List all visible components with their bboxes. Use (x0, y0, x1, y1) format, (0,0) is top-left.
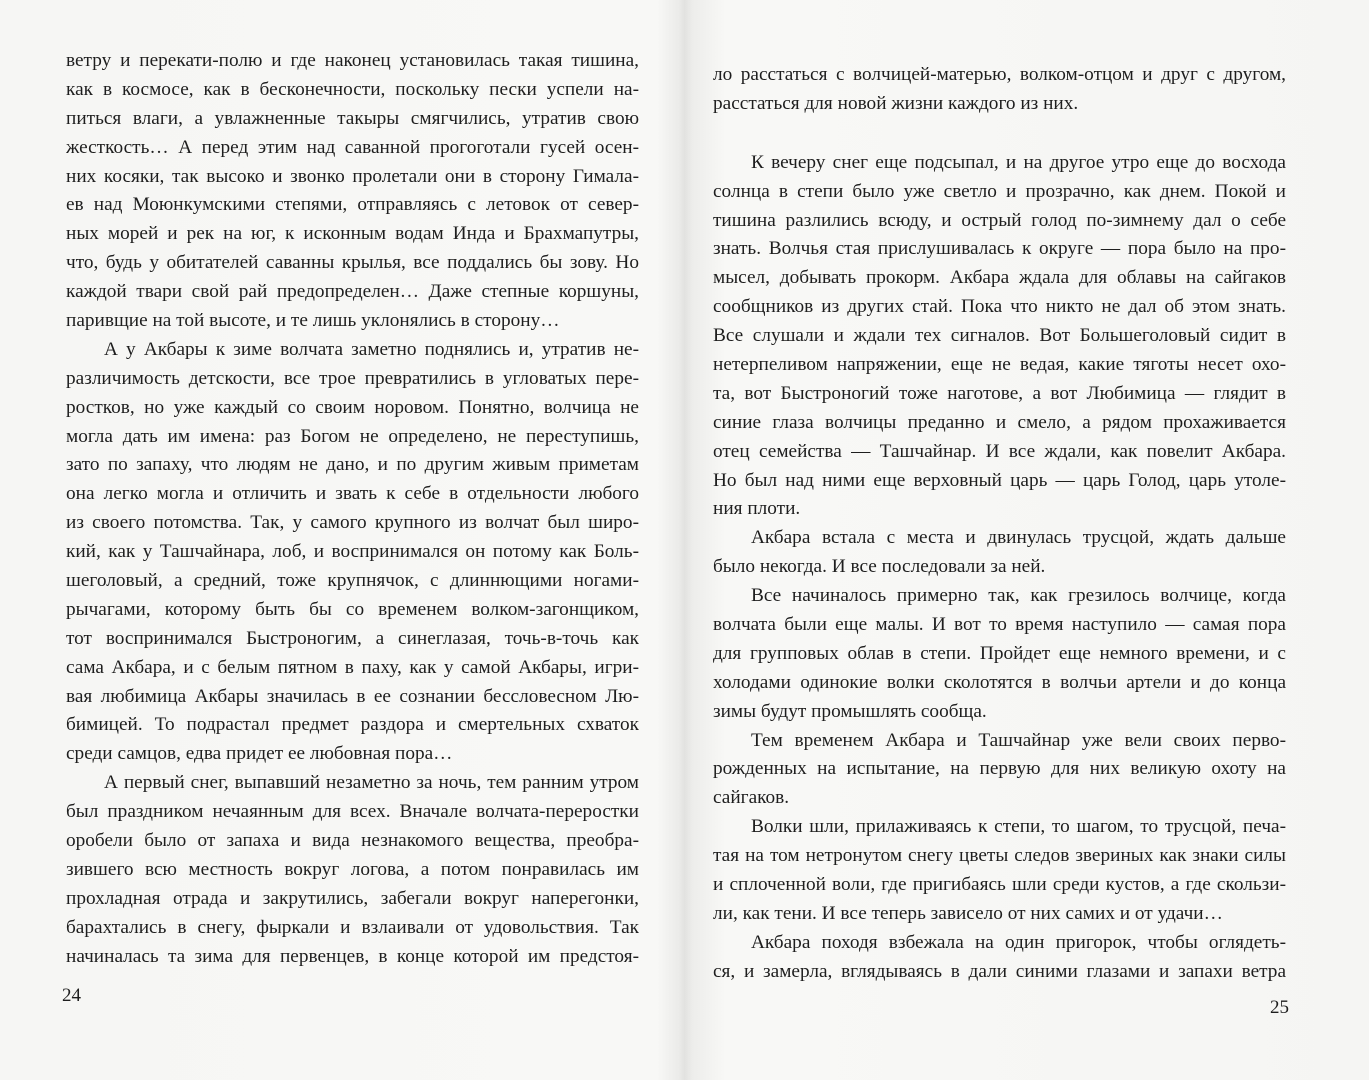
text-line: как в космосе, как в бесконечности, поскольку пески успели на- (66, 78, 639, 100)
text-line: Акбара встала с места и двинулась трусцой, ждать дальше (751, 527, 1286, 549)
text-line: расстаться для новой жизни каждого из них. (713, 92, 1079, 114)
text-line: различимость детскости, все трое превратились в угловатых пере- (66, 367, 639, 389)
text-line: А у Акбары к зиме волчата заметно поднялись и, утратив не- (104, 338, 639, 360)
text-line: ся, и замерла, вглядываясь в дали синими глазами и запахи ветра (713, 960, 1286, 982)
text-line: мысел, добывать прокорм. Акбара ждала для облавы на сайгаков (713, 267, 1286, 289)
text-line: ных морей и рек на юг, к исконным водам Инда и Брахмапутры, (66, 223, 639, 245)
text-line: них косяки, так высоко и звонко пролетали они в сторону Гимала- (66, 165, 639, 187)
text-line: ли, как тени. И все теперь зависело от них самих и от удачи… (713, 902, 1223, 924)
text-line: был праздником нечаянным для всех. Вначале волчата-переростки (66, 801, 639, 823)
text-line: каждой твари свой рай предопределен… Даже степные коршуны, (66, 281, 639, 303)
text-line: барахтались в снегу, фыркали и взлаивали от удовольствия. Так (66, 916, 639, 938)
right-page (685, 0, 1369, 1080)
right-page-text (713, 61, 1286, 987)
text-line: сама Акбара, и с белым пятном в паху, как у самой Акбары, игри- (66, 656, 639, 678)
text-line: Акбара походя взбежала на один пригорок, чтобы оглядеть- (751, 931, 1286, 953)
text-line: ло расстаться с волчицей-матерью, волком-отцом и друг с другом, (713, 64, 1286, 85)
text-line: Тем временем Акбара и Ташчайнар уже вели своих перво- (751, 729, 1286, 751)
text-line: кий, как у Ташчайнара, лоб, и воспринимался он потому как Боль- (66, 541, 639, 563)
text-line: сайгаков. (713, 787, 790, 809)
text-line: она легко могла и отличить и звать к себе в отдельности любого (66, 483, 639, 505)
text-line: ростков, но уже каждый со своим норовом. Понятно, волчица не (66, 396, 639, 418)
page-number-left: 24 (62, 985, 81, 1006)
text-line: Но был над ними еще верховный царь — царь Голод, царь утоле- (713, 469, 1286, 491)
text-line: Волки шли, прилаживаясь к степи, то шагом, то трусцой, печа- (751, 816, 1286, 838)
text-line: ния плоти. (713, 498, 801, 520)
text-line: и сплоченной воли, где пригибаясь шли среди кустов, а где скользи- (713, 874, 1286, 896)
text-line: прохладная отрада и закрутились, забегали вокруг наперегонки, (66, 887, 639, 909)
text-line: питься влаги, а увлажненные такыры смягчились, утратив свою (66, 107, 639, 129)
text-line: рожденных на испытание, на первую для них великую охоту на (713, 758, 1286, 780)
text-line: сообщников из других стай. Пока что никто не дал об этом знать. (713, 296, 1286, 318)
text-line: тот воспринимался Быстроногим, а синеглазая, точь-в-точь как (66, 627, 639, 649)
text-line: знать. Волчья стая прислушивалась к округе — пора было на про- (713, 238, 1286, 260)
text-line: могла дать им имена: раз Богом не определено, не переступишь, (66, 425, 639, 447)
text-line: К вечеру снег еще подсыпал, и на другое утро еще до восхода (751, 151, 1286, 173)
text-line: вая любимица Акбары значилась в ее сознании бессловесном Лю- (66, 685, 639, 707)
text-line: ев над Моюнкумскими степями, отправляясь с летовок от север- (66, 194, 639, 216)
left-page-text (66, 47, 639, 972)
text-line: солнца в степи было уже светло и прозрачно, как днем. Покой и (713, 180, 1286, 202)
text-line: Все начиналось примерно так, как грезилось волчице, когда (751, 585, 1286, 607)
text-line: рычагами, которому быть бы со временем волком-загонщиком, (66, 598, 639, 620)
page-number-right: 25 (1270, 997, 1289, 1018)
text-line: шеголовый, а средний, тоже крупнячок, с длиннющими ногами- (66, 570, 639, 592)
text-line: ветру и перекати-полю и где наконец установилась такая тишина, (66, 50, 639, 71)
text-line: та, вот Быстроногий тоже наготове, а вот Любимица — глядит в (713, 382, 1286, 404)
text-line: зимы будут промышлять сообща. (713, 700, 987, 722)
paragraph-gap (713, 119, 1286, 149)
text-line: зато по запаху, что людям не дано, и по другим живым приметам (66, 454, 639, 476)
text-line: что, будь у обитателей саванны крылья, все поддались бы зову. Но (66, 252, 639, 274)
text-line: А первый снег, выпавший незаметно за ночь, тем ранним утром (104, 772, 639, 794)
text-line: оробели было от запаха и вида незнакомого вещества, преобра- (66, 830, 639, 852)
text-line: паривщие на той высоте, и те лишь уклонялись в сторону… (66, 310, 560, 332)
text-line: из своего потомства. Так, у самого крупного из волчат был широ- (66, 512, 639, 534)
text-line: Все слушали и ждали тех сигналов. Вот Большеголовый сидит в (713, 325, 1286, 347)
text-line: холодами одинокие волки сколотятся в волчьи артели и до конца (713, 671, 1286, 693)
text-line: отец семейства — Ташчайнар. И все ждали, как повелит Акбара. (713, 440, 1286, 462)
text-line: синие глаза волчицы преданно и смело, а рядом прохаживается (713, 411, 1286, 433)
text-line: волчата были еще малы. И вот то время наступило — самая пора (713, 614, 1286, 636)
text-line: тая на том нетронутом снегу цветы следов звериных как знаки силы (713, 845, 1286, 867)
text-line: было некогда. И все последовали за ней. (713, 556, 1046, 578)
left-page (0, 0, 684, 1080)
text-line: тишина разлились всюду, и острый голод по-зимнему дал о себе (713, 209, 1286, 231)
text-line: нетерпеливом напряжении, еще не ведая, какие тяготы несет охо- (713, 354, 1286, 376)
text-line: жесткость… А перед этим над саванной прогоготали гусей осен- (66, 136, 639, 158)
text-line: бимицей. То подрастал предмет раздора и смертельных схваток (66, 714, 639, 736)
text-line: среди самцов, едва придет ее любовная пора… (66, 743, 453, 765)
text-line: для групповых облав в степи. Пройдет еще немного времени, и с (713, 642, 1286, 664)
text-line: начиналась та зима для первенцев, в конце которой им предстоя- (66, 945, 639, 967)
text-line: зившего всю местность вокруг логова, а потом понравилась им (66, 858, 639, 880)
